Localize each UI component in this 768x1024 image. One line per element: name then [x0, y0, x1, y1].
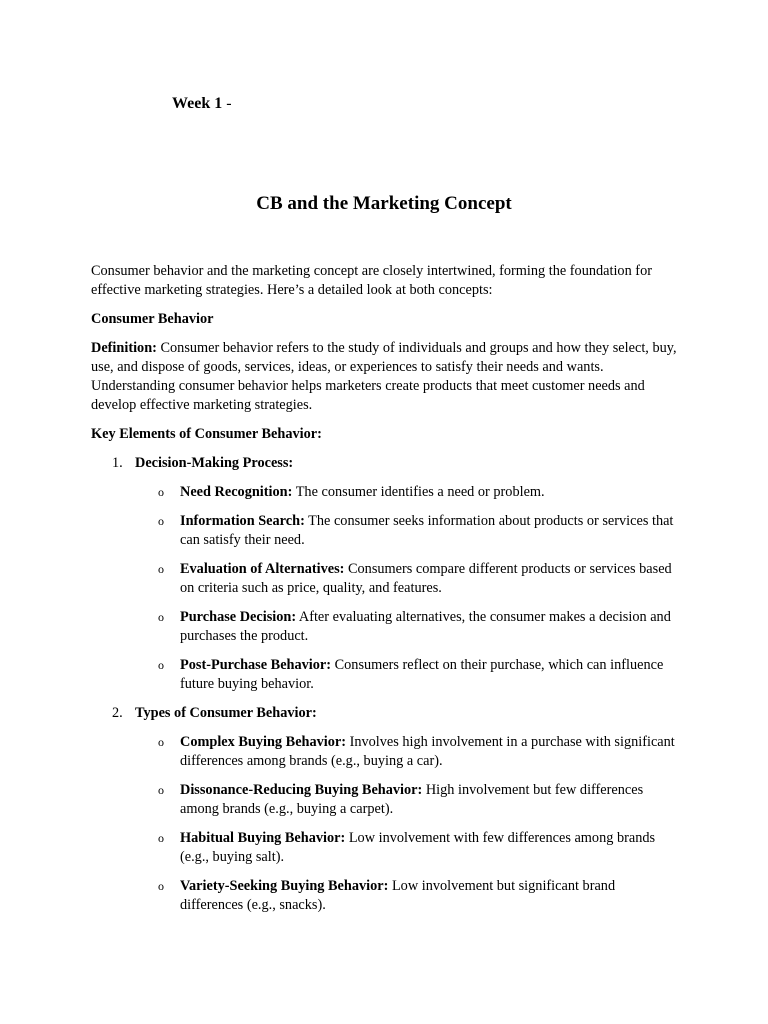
- bullet-icon: o: [158, 658, 164, 672]
- bullet-icon: o: [158, 562, 164, 576]
- bullet-icon: o: [158, 783, 164, 797]
- bullet-icon: o: [158, 514, 164, 528]
- bullet-item: [91, 608, 681, 646]
- intro-paragraph: Consumer behavior and the marketing concept are closely intertwined, forming the foundation for effective marketing strategies. Here’s a detailed look at both concepts:: [91, 263, 652, 298]
- bullet-text: Consumers reflect on their purchase, which can influence future buying behavior.: [180, 657, 664, 692]
- section-heading: Consumer Behavior: [91, 311, 214, 327]
- numbered-list-item: [91, 704, 681, 723]
- bullet-label: Need Recognition:: [180, 484, 293, 500]
- bullet-item: [91, 512, 681, 550]
- bullet-item: [91, 781, 681, 819]
- bullet-label: Complex Buying Behavior:: [180, 734, 347, 750]
- bullet-text: Low involvement but significant brand differences (e.g., snacks).: [180, 878, 616, 913]
- document-body: [91, 262, 681, 925]
- numbered-list-item: [91, 454, 681, 473]
- bullet-icon: o: [158, 735, 164, 749]
- week-heading: [172, 93, 232, 115]
- bullet-item: [91, 829, 681, 867]
- bullet-text: Involves high involvement in a purchase with significant differences among brands (e.g., buying a car).: [180, 734, 675, 769]
- bullet-text: Low involvement with few differences among brands (e.g., buying salt).: [180, 830, 656, 865]
- list-number: 1.: [112, 455, 123, 471]
- bullet-item: [91, 656, 681, 694]
- bullet-icon: o: [158, 610, 164, 624]
- bullet-label: Post-Purchase Behavior:: [180, 657, 332, 673]
- list-number: 2.: [112, 705, 123, 721]
- bullet-item: [91, 483, 681, 502]
- bullet-item: [91, 877, 681, 915]
- bullet-label: Purchase Decision:: [180, 609, 297, 625]
- bullet-icon: o: [158, 879, 164, 893]
- definition-text: Consumer behavior refers to the study of individuals and groups and how they select, buy, use, and dispose of goods, services, ideas, or experiences to satisfy their needs and wants. Understanding consumer behavior helps marketers create products that meet customer needs and develop effective marketing strategies.: [91, 340, 677, 413]
- bullet-item: [91, 733, 681, 771]
- bullet-icon: o: [158, 485, 164, 499]
- definition-label: Definition:: [91, 340, 157, 356]
- bullet-label: Evaluation of Alternatives:: [180, 561, 345, 577]
- list-heading: Types of Consumer Behavior:: [135, 705, 317, 721]
- week-label: Week 1: [172, 95, 223, 112]
- bullet-label: Information Search:: [180, 513, 305, 529]
- bullet-text: Consumers compare different products or services based on criteria such as price, quality, and features.: [180, 561, 672, 596]
- bullet-icon: o: [158, 831, 164, 845]
- week-suffix: -: [222, 95, 232, 112]
- key-elements-heading: Key Elements of Consumer Behavior:: [91, 426, 322, 442]
- bullet-text: After evaluating alternatives, the consumer makes a decision and purchases the product.: [180, 609, 671, 644]
- bullet-label: Dissonance-Reducing Buying Behavior:: [180, 782, 423, 798]
- bullet-text: High involvement but few differences among brands (e.g., buying a carpet).: [180, 782, 644, 817]
- list-heading: Decision-Making Process:: [135, 455, 294, 471]
- bullet-label: Variety-Seeking Buying Behavior:: [180, 878, 389, 894]
- definition-paragraph: [91, 339, 681, 415]
- bullet-text: The consumer seeks information about products or services that can satisfy their need.: [180, 513, 674, 548]
- bullet-item: [91, 560, 681, 598]
- bullet-label: Habitual Buying Behavior:: [180, 830, 346, 846]
- bullet-text: The consumer identifies a need or problem.: [292, 484, 545, 500]
- document-title: CB and the Marketing Concept: [256, 193, 512, 214]
